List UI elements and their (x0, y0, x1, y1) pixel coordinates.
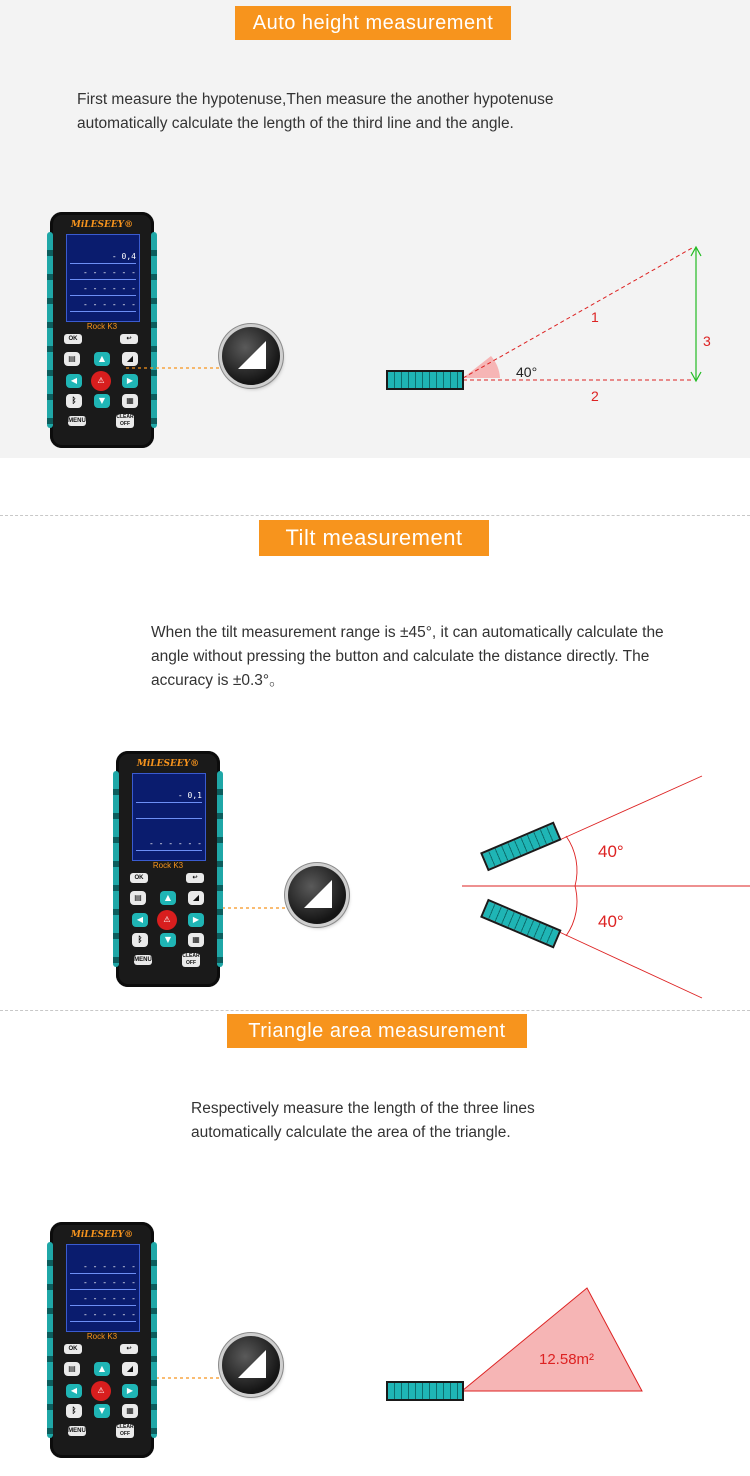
down-arrow-icon[interactable]: ▼ (94, 1404, 110, 1418)
bluetooth-icon[interactable]: ᛒ (66, 394, 82, 408)
bluetooth-icon[interactable]: ᛒ (132, 933, 148, 947)
tilt-title: Tilt measurement (259, 520, 489, 556)
screen-reading: - - - - - - (70, 299, 136, 312)
triangle-mode-icon[interactable]: ◢ (122, 1362, 138, 1376)
menu-button[interactable]: MENU (134, 957, 152, 963)
device-model: Rock K3 (152, 861, 184, 870)
down-arrow-icon[interactable]: ▼ (94, 394, 110, 408)
left-arrow-icon[interactable]: ◀ (66, 1384, 82, 1398)
screen-reading: - - - - - - (70, 1293, 136, 1306)
save-icon[interactable]: ▤ (130, 891, 146, 905)
right-arrow-icon[interactable]: ▶ (188, 913, 204, 927)
triangle-mode-icon (222, 1336, 280, 1394)
angle-arc-top (566, 836, 577, 886)
auto-height-title: Auto height measurement (235, 6, 511, 40)
down-arrow-icon[interactable]: ▼ (160, 933, 176, 947)
right-arrow-icon[interactable]: ▶ (122, 374, 138, 388)
save-icon[interactable]: ▤ (64, 1362, 80, 1376)
clear-off-button[interactable]: CLEAR OFF (116, 1424, 134, 1437)
section-divider (0, 1010, 750, 1011)
laser-meter-device (50, 1222, 154, 1458)
menu-button[interactable]: MENU (68, 1428, 86, 1434)
device-screen (132, 773, 206, 861)
menu-button[interactable]: MENU (68, 418, 86, 424)
triangle-area-title: Triangle area measurement (227, 1014, 527, 1048)
area-triangle (462, 1288, 642, 1391)
tilt-up-line (555, 776, 702, 842)
screen-reading: - 0,4 (70, 251, 136, 264)
up-arrow-icon[interactable]: ▲ (94, 1362, 110, 1376)
device-screen (66, 1244, 140, 1332)
device-brand: MiLESEEY® (70, 1230, 134, 1240)
screen-reading (136, 806, 202, 819)
triangle-area-description (191, 1097, 711, 1145)
laser-button-icon[interactable]: ⚠ (157, 910, 177, 930)
up-arrow-icon[interactable]: ▲ (160, 891, 176, 905)
settings-icon[interactable]: ▦ (122, 394, 138, 408)
section-divider (0, 515, 750, 516)
laser-meter-device (116, 751, 220, 987)
screen-reading: - - - - - - (70, 267, 136, 280)
tilt-angle-top-label: 40° (598, 842, 624, 861)
line-3-label: 3 (703, 333, 711, 349)
ok-button[interactable]: OK (64, 334, 82, 344)
ok-button[interactable]: OK (130, 873, 148, 883)
triangle-mode-icon (222, 327, 280, 385)
tilt-description (151, 621, 741, 693)
line-2-label: 2 (591, 388, 599, 404)
triangle-mode-icon[interactable]: ◢ (188, 891, 204, 905)
tilt-desc-line2: angle without pressing the button and calculate the distance directly. The (151, 648, 650, 665)
triangle-area-desc-line2: automatically calculate the area of the triangle. (191, 1124, 511, 1141)
device-brand: MiLESEEY® (136, 759, 200, 769)
screen-reading: - - - - - - (70, 1277, 136, 1290)
hypotenuse-line (463, 248, 692, 378)
device-brand: MiLESEEY® (70, 220, 134, 230)
auto-height-desc-line1: First measure the hypotenuse,Then measure the another hypotenuse (77, 91, 554, 108)
screen-reading: - - - - - - (70, 283, 136, 296)
line-1-label: 1 (591, 309, 599, 325)
clear-off-button[interactable]: CLEAR OFF (182, 953, 200, 966)
left-arrow-icon[interactable]: ◀ (132, 913, 148, 927)
triangle-area-value: 12.58m² (539, 1351, 595, 1368)
device-model: Rock K3 (86, 322, 118, 331)
triangle-mode-icon[interactable]: ◢ (122, 352, 138, 366)
screen-reading: - 0,1 (136, 790, 202, 803)
screen-reading: - - - - - - (136, 838, 202, 851)
save-icon[interactable]: ▤ (64, 352, 80, 366)
tilt-desc-line1: When the tilt measurement range is ±45°, it can automatically calculate the (151, 624, 664, 641)
tilt-desc-line3: accuracy is ±0.3°。 (151, 672, 285, 689)
clear-off-button[interactable]: CLEAR OFF (116, 414, 134, 427)
meter-side-view (386, 370, 464, 390)
back-button[interactable]: ↩ (120, 334, 138, 344)
back-button[interactable]: ↩ (186, 873, 204, 883)
tilt-down-line (555, 930, 702, 998)
ok-button[interactable]: OK (64, 1344, 82, 1354)
settings-icon[interactable]: ▦ (188, 933, 204, 947)
angle-arc-bottom (566, 886, 577, 936)
screen-reading: - - - - - - (70, 1309, 136, 1322)
settings-icon[interactable]: ▦ (122, 1404, 138, 1418)
angle-label: 40° (516, 364, 538, 380)
screen-reading (136, 822, 202, 834)
laser-button-icon[interactable]: ⚠ (91, 371, 111, 391)
back-button[interactable]: ↩ (120, 1344, 138, 1354)
triangle-area-desc-line1: Respectively measure the length of the three lines (191, 1100, 535, 1117)
laser-button-icon[interactable]: ⚠ (91, 1381, 111, 1401)
right-arrow-icon[interactable]: ▶ (122, 1384, 138, 1398)
meter-side-view (386, 1381, 464, 1401)
screen-reading: - - - - - - (70, 1261, 136, 1274)
bluetooth-icon[interactable]: ᛒ (66, 1404, 82, 1418)
tilt-angle-bottom-label: 40° (598, 912, 624, 931)
triangle-mode-icon (288, 866, 346, 924)
left-arrow-icon[interactable]: ◀ (66, 374, 82, 388)
up-arrow-icon[interactable]: ▲ (94, 352, 110, 366)
device-model: Rock K3 (86, 1332, 118, 1341)
auto-height-desc-line2: automatically calculate the length of the third line and the angle. (77, 115, 514, 132)
